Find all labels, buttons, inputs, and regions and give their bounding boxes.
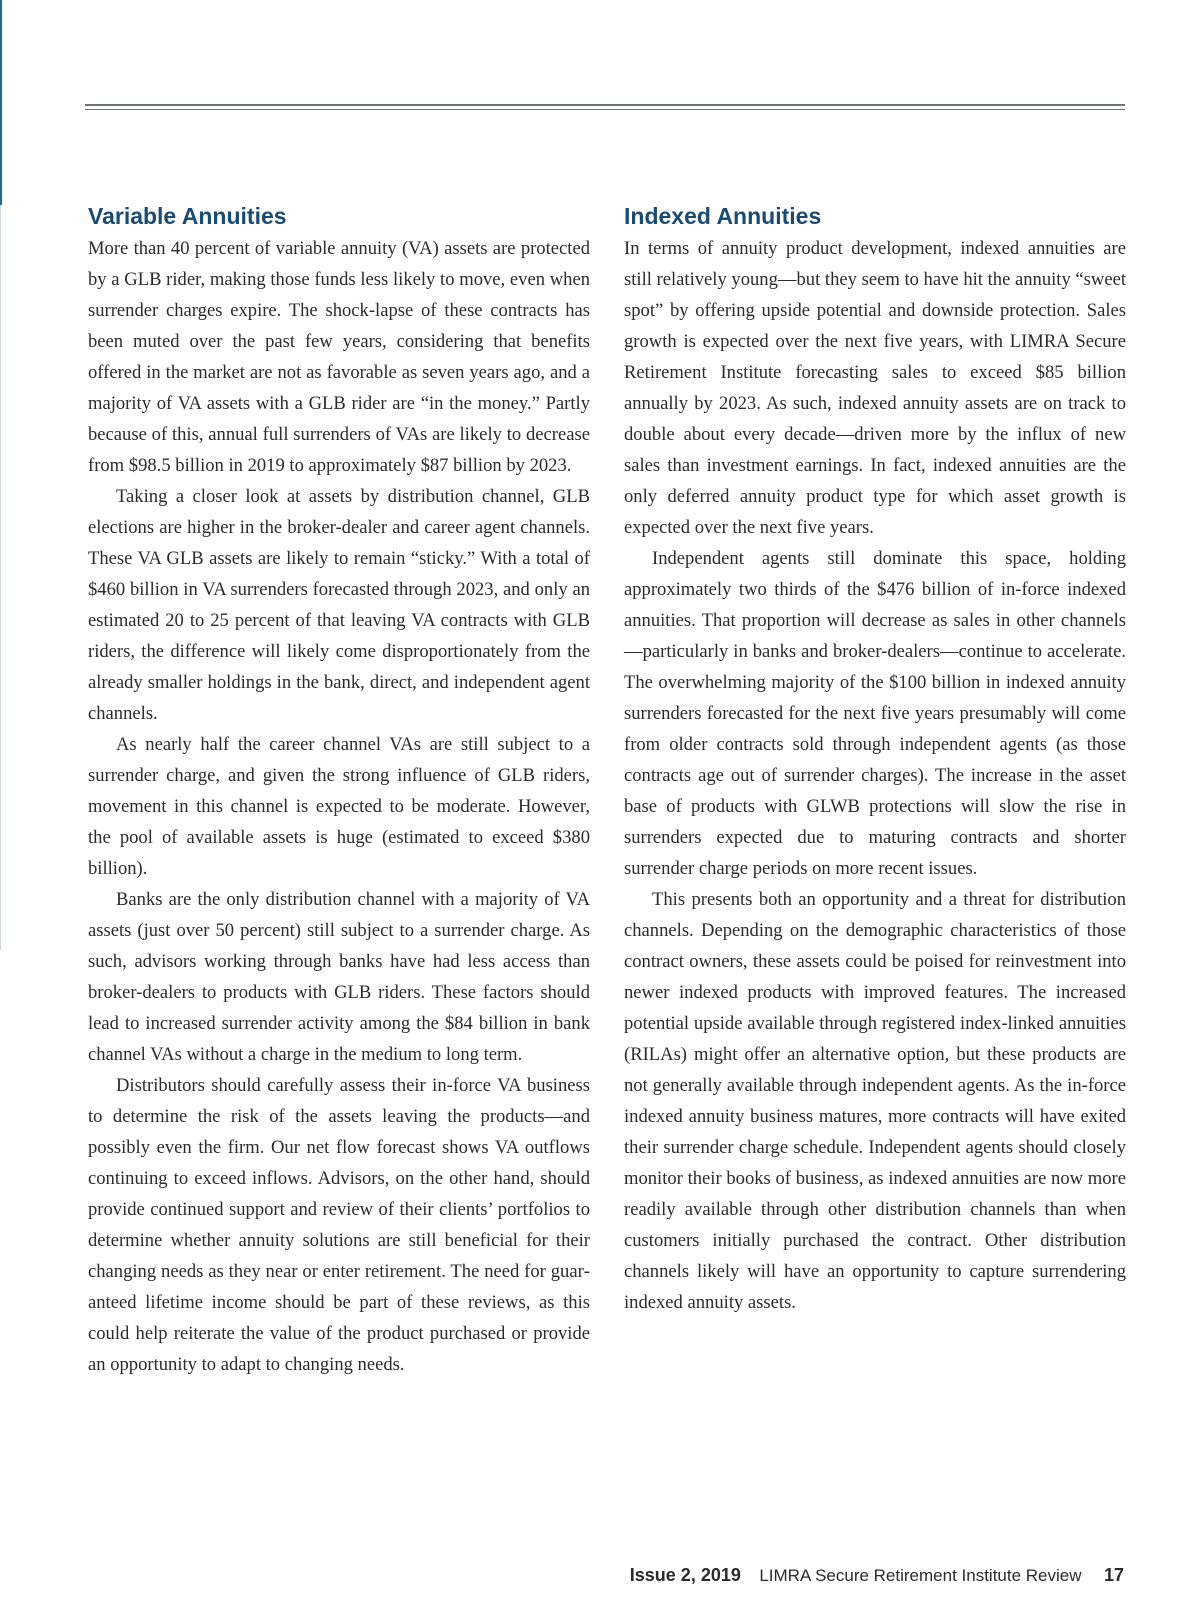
ia-paragraph-3: This presents both an opportunity and a threat for distribution channels. Depending on the demographic characteristics of those contract owners, these assets could be poised for reinvestment into newer indexed products with improved features. The increased potential upside available through registered index-linked annuities (RILAs) might offer an alternative option, but these products are not generally available through independent agents. As the in-force indexed annuity business matures, more contracts will have exited their surrender charge schedule. Independent agents should closely monitor their books of business, as indexed annuities are now more readily available through other distribution channels than when customers initially purchased the contract. Other distribution channels likely will have an opportunity to capture surrendering indexed annuity assets. xyxy=(624,889,1126,1313)
edge-thin-line xyxy=(0,205,1,950)
page-number: 17 xyxy=(1103,1565,1124,1585)
edge-accent-bar xyxy=(0,0,2,205)
indexed-annuities-heading: Indexed Annuities xyxy=(624,203,822,229)
page-footer xyxy=(630,1560,1124,1590)
header-double-rule xyxy=(85,104,1125,110)
variable-annuities-column xyxy=(88,199,590,1380)
va-paragraph-3: As nearly half the career channel VAs are still subject to a surrender charge, and given the strong influence of GLB riders, movement in this channel is expected to be moderate. However, the pool of available assets is huge (estimated to exceed $380 billion). xyxy=(88,734,590,879)
variable-annuities-heading: Variable Annuities xyxy=(88,203,287,229)
footer-publication: LIMRA Secure Retirement Institute Review xyxy=(759,1566,1082,1585)
ia-paragraph-2: Independent agents still dominate this space, holding approximately two thirds of the $476 billion of in-force indexed annuities. That proportion will decrease as sales in other channels—particularly in banks and broker-dealers—continue to accelerate. The overwhelming majority of the $100 billion in indexed annuity surrenders forecasted for the next five years presumably will come from older contracts sold through independent agents (as those contracts age out of surrender charges). The increase in the asset base of products with GLWB protections will slow the rise in surrenders expected due to maturing contracts and shorter surrender charge periods on more recent issues. xyxy=(624,548,1126,879)
ia-paragraph-1: In terms of annuity product development, indexed annuities are still relatively young—but they seem to have hit the annuity “sweet spot” by offering upside potential and downside protection. Sales growth is expected over the next five years, with LIMRA Secure Retirement Institute forecasting sales to exceed $85 billion annually by 2023. As such, indexed annuity assets are on track to double about every decade—driven more by the influx of new sales than investment earnings. In fact, indexed annuities are the only deferred annuity product type for which asset growth is expected over the next five years. xyxy=(624,238,1126,538)
va-paragraph-1: More than 40 percent of variable annuity (VA) assets are protected by a GLB rider, making those funds less likely to move, even when surrender charges expire. The shock-lapse of these contracts has been muted over the past few years, considering that benefits offered in the market are not as favorable as seven years ago, and a majority of VA assets with a GLB rider are “in the money.” Partly because of this, annual full surrenders of VAs are likely to decrease from $98.5 billion in 2019 to approximately $87 billion by 2023. xyxy=(88,238,590,476)
va-paragraph-5: Distributors should carefully assess their in-force VA business to determine the risk of the assets leaving the products—and possibly even the firm. Our net flow forecast shows VA outflows continuing to exceed inflows. Advisors, on the other hand, should provide continued support and review of their clients’ portfolios to determine whether annuity solutions are still beneficial for their changing needs as they near or enter retirement. The need for guaranteed lifetime income should be part of these reviews, as this could help reiterate the value of the product purchased or provide an opportunity to adapt to changing needs. xyxy=(88,1075,590,1375)
va-paragraph-4: Banks are the only distribution channel with a majority of VA assets (just over 50 percent) still subject to a surrender charge. As such, advisors working through banks have had less access than broker-dealers to products with GLB riders. These factors should lead to increased surrender activity among the $84 billion in bank channel VAs without a charge in the medium to long term. xyxy=(88,889,590,1065)
va-paragraph-2: Taking a closer look at assets by distribution channel, GLB elections are higher in the broker-dealer and career agent channels. These VA GLB assets are likely to remain “sticky.” With a total of $460 billion in VA surrenders forecasted through 2023, and only an estimated 20 to 25 percent of that leaving VA contracts with GLB riders, the difference will likely come disproportionately from the already smaller holdings in the bank, direct, and independent agent channels. xyxy=(88,486,590,724)
footer-issue: Issue 2, 2019 xyxy=(629,1565,741,1585)
indexed-annuities-column xyxy=(624,199,1126,1318)
